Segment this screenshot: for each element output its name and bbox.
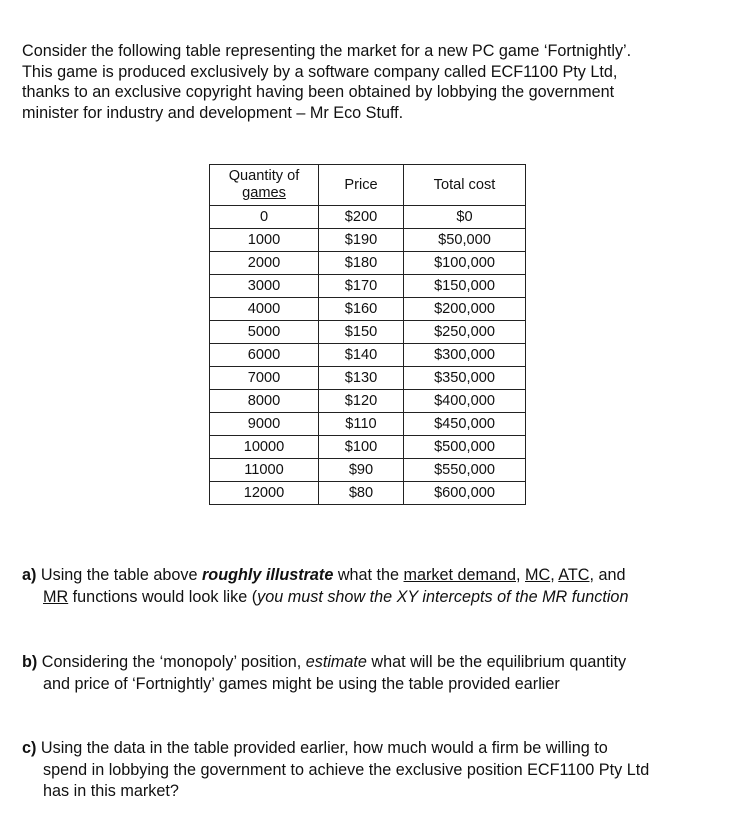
question-c-line-2: spend in lobbying the government to achieve the exclusive position ECF1100 Pty Ltd bbox=[43, 760, 650, 779]
header-quantity-line2: games bbox=[242, 185, 286, 201]
cell-quantity: 11000 bbox=[210, 459, 319, 482]
table-row bbox=[210, 275, 526, 298]
question-a-line-2 bbox=[22, 587, 732, 609]
question-a-text: Using the table above bbox=[36, 566, 202, 584]
question-b bbox=[22, 652, 732, 695]
header-quantity bbox=[210, 165, 319, 206]
question-a-text: , bbox=[516, 566, 525, 584]
cell-quantity: 7000 bbox=[210, 367, 319, 390]
question-c bbox=[22, 738, 732, 803]
table-row bbox=[210, 206, 526, 229]
table-header-row bbox=[210, 165, 526, 206]
table-row bbox=[210, 298, 526, 321]
cell-total-cost: $0 bbox=[404, 206, 526, 229]
cell-total-cost: $300,000 bbox=[404, 344, 526, 367]
cell-price: $110 bbox=[319, 413, 404, 436]
cell-price: $80 bbox=[319, 482, 404, 505]
cell-total-cost: $250,000 bbox=[404, 321, 526, 344]
cell-quantity: 3000 bbox=[210, 275, 319, 298]
question-a-text: , bbox=[550, 566, 559, 584]
cell-total-cost: $50,000 bbox=[404, 229, 526, 252]
cell-quantity: 1000 bbox=[210, 229, 319, 252]
intro-line-2: This game is produced exclusively by a software company called ECF1100 Pty Ltd, bbox=[22, 62, 618, 81]
cell-price: $170 bbox=[319, 275, 404, 298]
table-row bbox=[210, 344, 526, 367]
header-price: Price bbox=[319, 165, 404, 206]
cell-quantity: 9000 bbox=[210, 413, 319, 436]
cell-price: $90 bbox=[319, 459, 404, 482]
table-row bbox=[210, 229, 526, 252]
table-row bbox=[210, 413, 526, 436]
question-b-label: b) bbox=[22, 653, 38, 671]
term-mc: MC bbox=[525, 566, 551, 584]
question-a-text: what the bbox=[333, 566, 404, 584]
cell-price: $200 bbox=[319, 206, 404, 229]
cell-price: $120 bbox=[319, 390, 404, 413]
question-c-label: c) bbox=[22, 739, 37, 757]
cell-total-cost: $100,000 bbox=[404, 252, 526, 275]
intro-line-1: Consider the following table representing the market for a new PC game ‘Fortnightly’. bbox=[22, 42, 632, 60]
intro-line-4: minister for industry and development – Mr Eco Stuff. bbox=[22, 103, 404, 122]
term-mr: MR bbox=[43, 587, 69, 606]
question-c-line-1 bbox=[22, 738, 732, 760]
cell-total-cost: $350,000 bbox=[404, 367, 526, 390]
cell-total-cost: $150,000 bbox=[404, 275, 526, 298]
market-table bbox=[209, 164, 526, 505]
term-atc: ATC bbox=[558, 566, 590, 584]
cell-price: $100 bbox=[319, 436, 404, 459]
cell-price: $160 bbox=[319, 298, 404, 321]
cell-quantity: 5000 bbox=[210, 321, 319, 344]
cell-total-cost: $550,000 bbox=[404, 459, 526, 482]
question-a-emphasis: roughly illustrate bbox=[202, 566, 334, 584]
intro-line-3: thanks to an exclusive copyright having been obtained by lobbying the government bbox=[22, 83, 615, 101]
cell-price: $150 bbox=[319, 321, 404, 344]
cell-price: $190 bbox=[319, 229, 404, 252]
cell-price: $180 bbox=[319, 252, 404, 275]
cell-total-cost: $600,000 bbox=[404, 482, 526, 505]
table-row bbox=[210, 436, 526, 459]
cell-quantity: 4000 bbox=[210, 298, 319, 321]
question-a-text: functions would look like ( bbox=[68, 587, 258, 606]
question-b-text: Considering the ‘monopoly’ position, bbox=[37, 653, 306, 671]
question-c-text: Using the data in the table provided earlier, how much would a firm be willing to bbox=[36, 739, 608, 757]
header-quantity-line1: Quantity of bbox=[228, 168, 300, 184]
term-market-demand: market demand bbox=[403, 566, 516, 584]
table-row bbox=[210, 321, 526, 344]
table-row bbox=[210, 459, 526, 482]
question-a-line-1 bbox=[22, 565, 732, 587]
question-a-italic: you must show the XY intercepts of the MR function bbox=[257, 587, 629, 606]
cell-total-cost: $400,000 bbox=[404, 390, 526, 413]
header-total-cost: Total cost bbox=[404, 165, 526, 206]
question-b-line-1 bbox=[22, 652, 732, 674]
table-row bbox=[210, 367, 526, 390]
cell-total-cost: $500,000 bbox=[404, 436, 526, 459]
cell-quantity: 6000 bbox=[210, 344, 319, 367]
question-c-line-3: has in this market? bbox=[43, 782, 179, 800]
cell-price: $130 bbox=[319, 367, 404, 390]
question-b-line-2: and price of ‘Fortnightly’ games might be using the table provided earlier bbox=[43, 674, 560, 693]
cell-price: $140 bbox=[319, 344, 404, 367]
table-row bbox=[210, 390, 526, 413]
question-b-emphasis: estimate bbox=[305, 653, 367, 671]
cell-quantity: 2000 bbox=[210, 252, 319, 275]
question-b-text: what will be the equilibrium quantity bbox=[366, 653, 627, 671]
cell-quantity: 12000 bbox=[210, 482, 319, 505]
question-a bbox=[22, 565, 732, 608]
cell-total-cost: $200,000 bbox=[404, 298, 526, 321]
question-a-text: , and bbox=[589, 566, 626, 584]
cell-quantity: 10000 bbox=[210, 436, 319, 459]
table-row bbox=[210, 482, 526, 505]
question-a-label: a) bbox=[22, 566, 37, 584]
intro-paragraph bbox=[22, 41, 722, 123]
cell-quantity: 0 bbox=[210, 206, 319, 229]
table-row bbox=[210, 252, 526, 275]
cell-total-cost: $450,000 bbox=[404, 413, 526, 436]
cell-quantity: 8000 bbox=[210, 390, 319, 413]
